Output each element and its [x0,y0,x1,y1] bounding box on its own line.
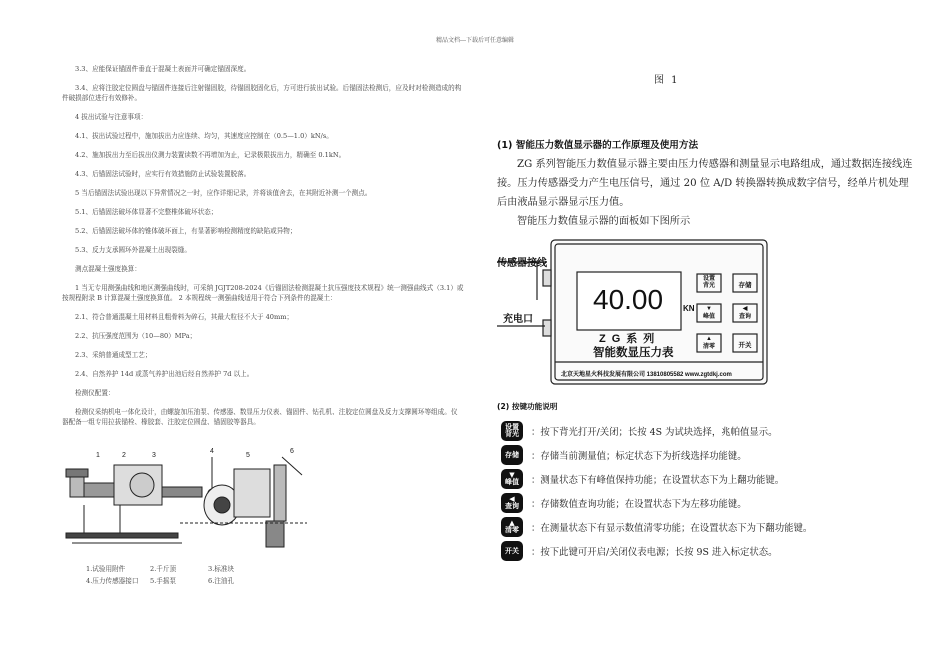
page-header: 精品文档---下载后可任意编辑 [435,37,515,44]
model-label: ZG系列 [599,333,661,345]
power-key-icon [501,541,523,561]
paragraph: 1 当无专用测强曲线和地区测强曲线时，可采纳 JGJT208-2024《后锚固法检测混凝土抗压强度技术规程》统一测强曲线式（3.1）或按规程附录 B 计算混凝土强度换算值。 2 本规程统一测强曲线适用于符合下列条件的混凝土： [62,284,464,302]
hand-pump [234,469,270,517]
paragraph: 检测仪采纳机电一体化设计，由螺旋加压油泵、传感器、数显压力仪表、锚固件、钻孔机、注胶定位圆盘及反力支撑圆环等组成。仪器配备一组专用拉拔锚栓、橡胶套、注胶定位圆盘、锚固胶等器具。 [62,408,458,426]
figure-caption: 4.压力传感器接口 [86,577,139,585]
button-label: 查询 [738,314,751,320]
paragraph: 5.2、后锚固法破坏体的锥体破坏面上，有显著影响检测精度的缺陷或异物； [75,227,297,235]
paragraph: 检测仪配置： [75,389,115,397]
figure-label: 图 1 [654,75,680,86]
setting-backlight-button[interactable] [697,276,721,290]
up-arrow-icon: ▲ [509,519,515,527]
button-label: 背光 [702,283,715,289]
key-label: 查询 [505,502,519,510]
paragraph: ZG 系列智能压力数值显示器主要由压力传感器和测量显示电路组成，通过数据连接线连接。压力传感器受力产生电压信号，通过 20 位 A/D 转换器转换成数字信号，经单片机处理后由液晶显示器显示压力值。 [497,159,913,208]
peak-button[interactable] [697,305,721,321]
key-row [501,492,747,514]
figure-caption: 1.试验用附件 [86,565,126,573]
paragraph: 2.2、抗压强度范围为（10—80）MPa； [75,332,197,340]
zero-key-icon [501,517,523,537]
key-row [501,468,784,490]
paragraph: 4 拔出试验与注意事项： [75,113,148,121]
figure-caption: 6.注油孔 [208,577,235,585]
zero-button[interactable] [697,335,721,351]
callout-number: 2 [122,452,126,459]
paragraph: 3.4、应将注胶定位圆盘与锚固件连接后注射锚固胶，待锚固胶固化后，方可进行拔出试验。后锚固法检测后，应及时对检测造成的构件破损部位进行有效修补。 [62,84,462,102]
paragraph: 3.3、应能保证锚固件垂直于混凝土表面并可确定锚固深度。 [75,65,251,73]
button-label: 峰值 [702,314,715,320]
pullout-tester-drawing [62,447,312,562]
store-button[interactable]: 存储 [738,282,752,289]
callout-number: 5 [246,452,250,459]
callout-number: 3 [152,452,156,459]
store-key-icon [501,445,523,465]
section-title: (1) 智能压力数值显示器的工作原理及使用方法 [497,140,699,151]
paragraph: 5.1、后锚固法破坏体显著不完整椎体破坏状态； [75,208,218,216]
button-label: 设置 [702,276,715,282]
figure-caption: 2.千斤顶 [150,565,177,573]
key-row [501,420,778,442]
key-description: ：按下此键可开启/关闭仪表电源；长按 9S 进入标定状态。 [531,547,778,558]
paragraph: 5 当后锚固法试验出现以下异常情况之一时，应作详细记录，并将该值舍去，在其附近补测一个测点。 [75,189,372,197]
paragraph: 测点混凝土强度换算： [75,265,141,273]
peak-key-icon [501,469,523,489]
setting-backlight-key-icon [501,421,523,441]
charge-port-label: 充电口 [503,314,533,325]
paragraph: 智能压力数值显示器的面板如下图所示 [517,216,691,227]
query-key-icon [501,493,523,513]
keys-title: (2) 按键功能说明 [497,402,558,411]
left-arrow-icon: ◀ [742,306,748,312]
key-label: 背光 [505,430,519,438]
figure-caption: 3.标准块 [208,565,235,573]
key-description: ：存储数值查询功能；在设置状态下为左移功能键。 [531,499,747,510]
key-description: ：存储当前测量值；标定状态下为折线选择功能键。 [531,451,747,462]
paragraph: 5.3、反力支承圆环外混凝土出现裂缝。 [75,246,191,254]
key-label: 设置 [505,423,519,431]
left-column [62,64,464,427]
jack-body [84,483,114,497]
key-row [501,516,812,538]
key-description: ：在测量状态下有显示数值清零功能；在设置状态下为下翻功能键。 [531,523,813,534]
up-arrow-icon: ▲ [706,336,712,342]
unit-label: KN [683,304,695,313]
paragraph: 4.3、后锚固法试验时，应实行有效措施防止试验装置脱落。 [75,170,251,178]
power-button[interactable]: 开关 [738,342,752,349]
paragraph: 2.3、采纳普通成型工艺； [75,351,152,359]
paragraph: 4.2、施加拔出力至后拔出仪测力装置读数不再增加为止，记录极限拔出力，精确至 0.1kN。 [75,151,346,159]
down-arrow-icon: ▼ [509,471,515,479]
paragraph: 4.1、拔出试验过程中，施加拔出力应连续、均匀，其速度应控制在（0.5—1.0）kN/s。 [75,132,333,140]
key-label: 开关 [505,546,519,555]
key-row [501,444,747,466]
anchor-rod [70,475,84,497]
key-label: 清零 [505,526,519,534]
callout-number: 6 [290,448,294,455]
product-name: 智能数显压力表 [593,347,674,359]
key-row [501,540,778,562]
query-button[interactable] [733,305,757,321]
key-label: 存储 [505,450,519,459]
key-description: ：测量状态下有峰值保持功能；在设置状态下为上翻功能键。 [531,475,785,486]
paragraph: 2.1、符合普通混凝土用材料且粗骨料为碎石，其最大粒径不大于 40mm； [75,313,294,321]
section-body [497,155,915,231]
key-description: ：按下背光打开/关闭；长按 4S 为试块选择，兆帕值显示。 [531,427,778,438]
left-arrow-icon: ◀ [509,495,515,503]
callout-number: 4 [210,448,214,455]
figure-caption: 5.手摇泵 [150,577,177,585]
panel-footer: 北京天地星火科技发展有限公司 13810805582 www.zgtdkj.com [561,372,732,378]
key-label: 峰值 [505,478,519,486]
down-arrow-icon: ▼ [706,306,712,312]
callout-number: 1 [96,452,100,459]
sensor-connector-label: 传感器接线 [497,258,547,269]
paragraph: 2.4、自然养护 14d 或蒸气养护出池后经自然养护 7d 以上。 [75,370,254,378]
display-panel-figure [497,230,917,390]
display-value: 40.00 [593,284,664,315]
button-label: 清零 [702,344,715,350]
